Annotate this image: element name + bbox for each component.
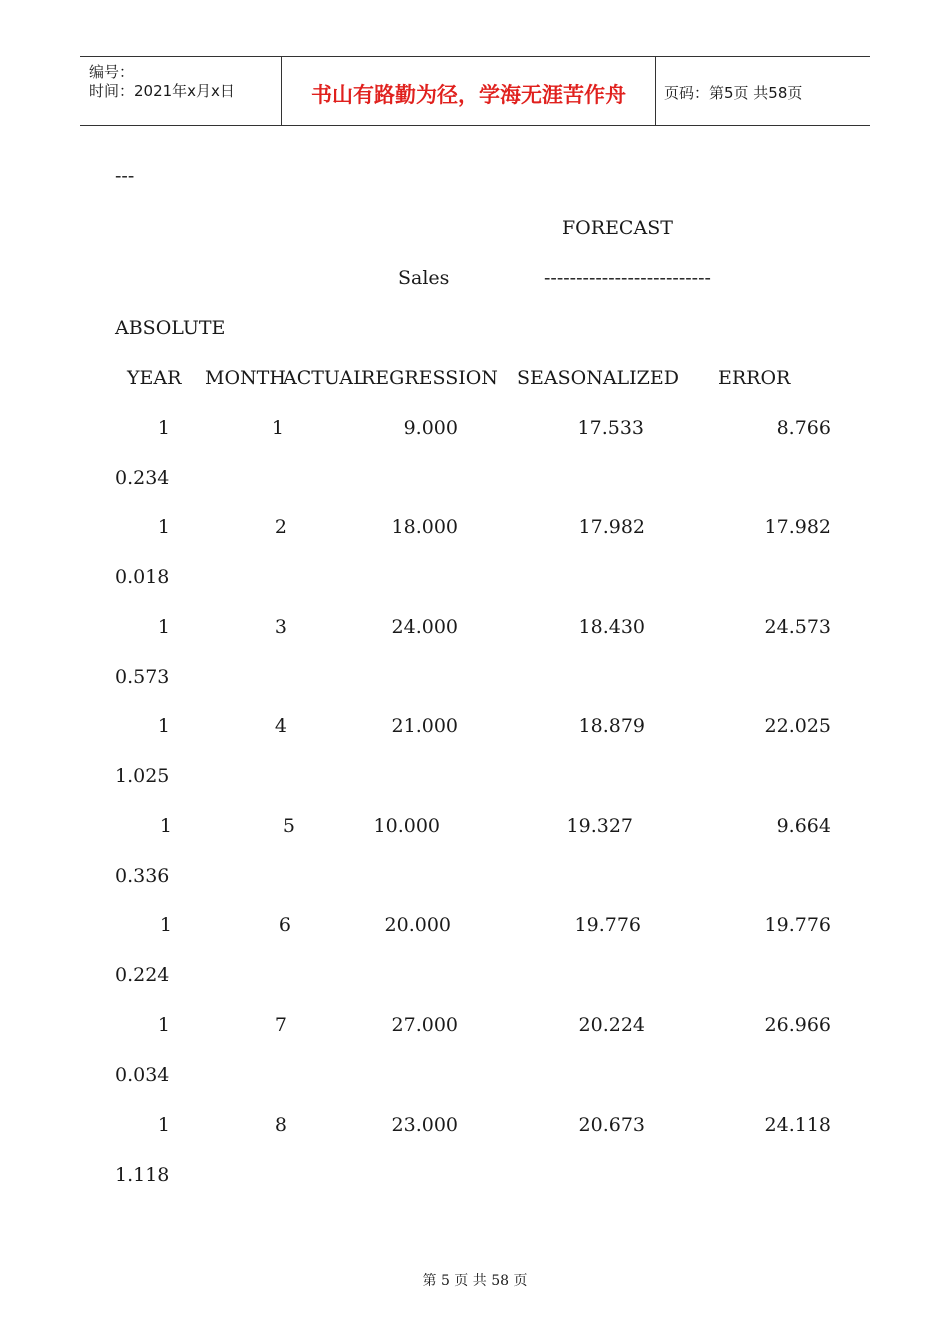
cell-month: 3 — [274, 616, 287, 638]
dashes-long: -------------------------- — [544, 269, 711, 288]
cell-year: 1 — [157, 1014, 170, 1036]
cell-error: 1.118 — [115, 1164, 170, 1186]
header-page-cell — [655, 57, 870, 125]
cell-month: 1 — [271, 417, 284, 439]
cell-error: 0.234 — [115, 467, 170, 489]
cell-regression: 17.533 — [577, 417, 644, 439]
cell-year: 1 — [157, 1114, 170, 1136]
cell-actual: 9.000 — [403, 417, 458, 439]
cell-month: 6 — [278, 914, 291, 936]
cell-actual: 27.000 — [391, 1014, 458, 1036]
cell-regression: 18.879 — [578, 715, 645, 737]
page-header — [80, 56, 870, 126]
cell-seasonalized: 24.573 — [764, 616, 831, 638]
cell-seasonalized: 8.766 — [776, 417, 831, 439]
cell-seasonalized: 9.664 — [776, 815, 831, 837]
col-seasonalized: SEASONALIZED — [517, 367, 679, 389]
cell-year: 1 — [157, 516, 170, 538]
cell-actual: 18.000 — [391, 516, 458, 538]
cell-year: 1 — [157, 417, 170, 439]
cell-error: 0.573 — [115, 666, 170, 688]
sales-label: Sales — [398, 267, 450, 289]
dashes-short: --- — [115, 165, 135, 187]
cell-regression: 20.673 — [578, 1114, 645, 1136]
col-actual: ACTUAL — [283, 367, 366, 389]
cell-error: 0.034 — [115, 1064, 170, 1086]
cell-actual: 21.000 — [391, 715, 458, 737]
cell-regression: 18.430 — [578, 616, 645, 638]
cell-actual: 23.000 — [391, 1114, 458, 1136]
forecast-label: FORECAST — [562, 217, 673, 239]
cell-year: 1 — [157, 715, 170, 737]
cell-error: 0.336 — [115, 865, 170, 887]
cell-seasonalized: 26.966 — [764, 1014, 831, 1036]
cell-seasonalized: 24.118 — [764, 1114, 831, 1136]
col-error: ERROR — [718, 367, 791, 389]
cell-seasonalized: 19.776 — [764, 914, 831, 936]
cell-month: 7 — [274, 1014, 287, 1036]
cell-month: 2 — [274, 516, 287, 538]
cell-year: 1 — [159, 815, 172, 837]
cell-error: 0.224 — [115, 964, 170, 986]
cell-error: 1.025 — [115, 765, 170, 787]
col-regression: REGRESSION — [361, 367, 498, 389]
cell-error: 0.018 — [115, 566, 170, 588]
cell-month: 8 — [274, 1114, 287, 1136]
cell-year: 1 — [157, 616, 170, 638]
cell-year: 1 — [159, 914, 172, 936]
cell-regression: 19.776 — [574, 914, 641, 936]
absolute-label: ABSOLUTE — [115, 317, 226, 339]
cell-regression: 20.224 — [578, 1014, 645, 1036]
cell-month: 4 — [274, 715, 287, 737]
cell-regression: 19.327 — [566, 815, 633, 837]
page-footer: 第 5 页 共 58 页 — [422, 1273, 528, 1289]
header-motto-cell — [281, 57, 656, 125]
page-info: 页码：第5页 共58页 — [664, 84, 803, 102]
header-meta-cell — [80, 57, 280, 125]
cell-month: 5 — [282, 815, 295, 837]
col-month: MONTH — [205, 367, 286, 389]
cell-seasonalized: 17.982 — [764, 516, 831, 538]
code-label: 编号： — [89, 63, 135, 81]
time-label: 时间：2021年x月x日 — [89, 82, 235, 100]
col-year: YEAR — [127, 367, 182, 389]
cell-actual: 10.000 — [373, 815, 440, 837]
motto: 书山有路勤为径，学海无涯苦作舟 — [311, 83, 626, 107]
cell-actual: 20.000 — [384, 914, 451, 936]
cell-seasonalized: 22.025 — [764, 715, 831, 737]
cell-regression: 17.982 — [578, 516, 645, 538]
cell-actual: 24.000 — [391, 616, 458, 638]
